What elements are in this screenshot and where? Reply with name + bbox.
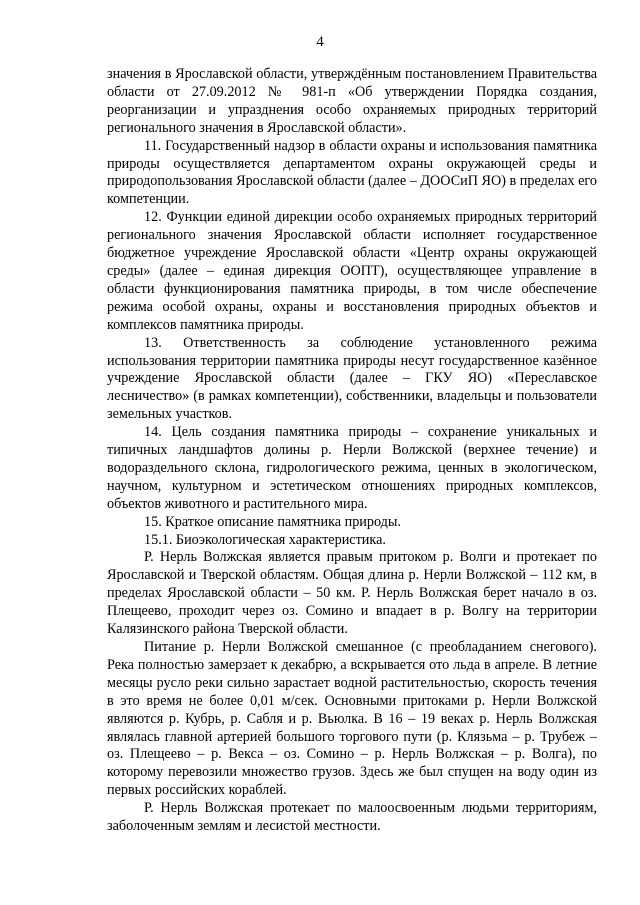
paragraph-13-responsibility: 13. Ответственность за соблюдение установленного режима использования территории памятника природы несут государственное казённое учреждение Ярославской области (далее – ГКУ ЯО) «Переславское лесничество» (в рамках компетенции), собственники, владельцы и пользователи земельных участков.	[107, 334, 597, 423]
paragraph-11-supervision: 11. Государственный надзор в области охраны и использования памятника природы осуществляется департаментом охраны окружающей среды и природопользования Ярославской области (далее – ДООСиП ЯО) в пределах его компетенции.	[107, 137, 597, 208]
paragraph-continuation: значения в Ярославской области, утверждённым постановлением Правительства области от 27.09.2012 № 981-п «Об утверждении Порядка создания, реорганизации и упразднения особо охраняемых природных территорий регионального значения в Ярославской области».	[107, 66, 597, 136]
paragraph-river-terrain: Р. Нерль Волжская протекает по малоосвоенным людьми территориям, заболоченным землям и лесистой местности.	[107, 800, 597, 835]
paragraph-14-purpose: 14. Цель создания памятника природы – сохранение уникальных и типичных ландшафтов долины р. Нерли Волжской (верхнее течение) и водораздельного склона, гидрологического режима, ценных в экологическом, научном, культурном и эстетическом отношениях природных комплексов, объектов животного и растительного мира.	[107, 424, 597, 512]
paragraph-15-1-heading: 15.1. Биоэкологическая характеристика.	[144, 531, 386, 548]
paragraph-15-heading: 15. Краткое описание памятника природы.	[144, 513, 401, 530]
paragraph-river-overview: Р. Нерль Волжская является правым притоком р. Волги и протекает по Ярославской и Тверской областям. Общая длина р. Нерли Волжской – 112 км, в пределах Ярославской области – 50 км. Р. Нерль Волжская берет начало в оз. Плещеево, проходит через оз. Сомино и впадает в р. Волгу на территории Калязинского района Тверской области.	[107, 549, 597, 638]
page-number: 4	[316, 34, 324, 50]
paragraph-river-feeding: Питание р. Нерли Волжской смешанное (с преобладанием снегового). Река полностью замерзает к декабрю, а вскрывается ото льда в апреле. В летние месяцы русло реки сильно зарастает водной растительностью, скорость течения в это время не более 0,01 м/сек. Основными притоками р. Нерли Волжской являются р. Кубрь, р. Сабля и р. Вьюлка. В 16 – 19 веках р. Нерль Волжская являлась главной артерией большого торгового пути (р. Клязьма – р. Трубеж – оз. Плещеево – р. Векса – оз. Сомино – р. Нерль Волжская – р. Волга), по которому перевозили множество грузов. Здесь же был спущен на воду один из первых российских кораблей.	[107, 639, 597, 799]
paragraph-12-directorate: 12. Функции единой дирекции особо охраняемых природных территорий регионального значения Ярославской области исполняет государственное бюджетное учреждение Ярославской области «Центр охраны окружающей среды» (далее – единая дирекция ООПТ), осуществляющее управление в области функционирования памятника природы, в том числе обеспечение режима особой охраны, охраны и восстановления природных объектов и комплексов памятника природы.	[107, 209, 597, 333]
document-body	[107, 66, 597, 836]
